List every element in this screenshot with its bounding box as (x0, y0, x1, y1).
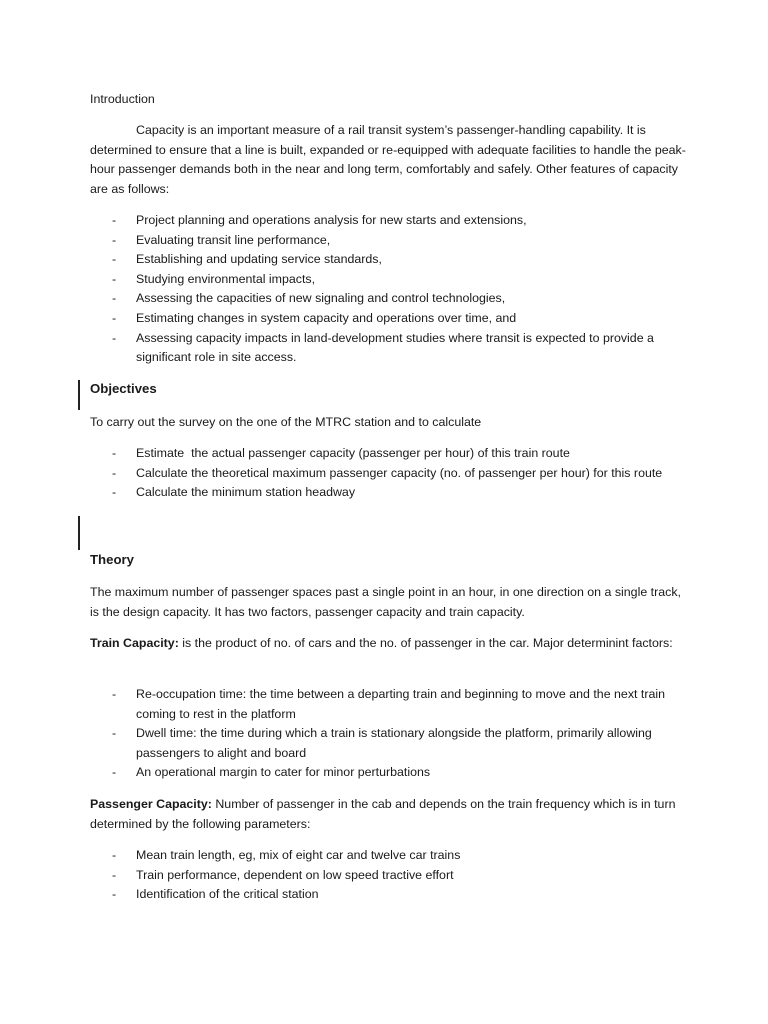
list-item: - Estimating changes in system capacity and operations over time, and (90, 309, 690, 329)
objectives-paragraph: To carry out the survey on the one of the MTRC station and to calculate (90, 415, 482, 429)
bullet-dash: - (112, 291, 117, 306)
bullet-dash: - (112, 485, 117, 500)
objectives-list (90, 444, 690, 503)
list-item: - Mean train length, eg, mix of eight car and twelve car trains (90, 846, 690, 866)
list-item: - Assessing capacity impacts in land-development studies where transit is expected to provide a significant role in site access. (112, 330, 654, 365)
list-item: - Dwell time: the time during which a train is stationary alongside the platform, primarily allowing passengers to alight and board (112, 726, 652, 760)
margin-change-bar (78, 380, 80, 410)
bullet-dash: - (112, 887, 117, 902)
train-capacity-paragraph: Train Capacity: is the product of no. of cars and the no. of passenger in the car. Major determinint factors: (90, 636, 673, 650)
list-item: - Assessing the capacities of new signaling and control technologies, (90, 289, 690, 309)
bullet-dash: - (112, 310, 117, 325)
introduction-paragraph: Capacity is an important measure of a rail transit system’s passenger-handling capability. It is determined to ensure that a line is built, expanded or re-equipped with adequate facilities to handle the peak-hour passenger demands both in the near and long term, comfortably and safely. Other features of capacity are as follows: (90, 123, 686, 196)
list-item: - Project planning and operations analysis for new starts and extensions, (90, 211, 690, 231)
theory-heading: Theory (90, 552, 134, 567)
theory-paragraph: The maximum number of passenger spaces past a single point in an hour, in one direction on a single track, is the design capacity. It has two factors, passenger capacity and train capacity. (90, 585, 681, 619)
introduction-list (90, 211, 690, 368)
passenger-capacity-list (90, 846, 690, 905)
list-item: - Studying environmental impacts, (90, 270, 690, 290)
bullet-dash: - (112, 271, 117, 286)
list-item: - Calculate the theoretical maximum passenger capacity (no. of passenger per hour) for this route (90, 464, 690, 484)
objectives-heading: Objectives (90, 381, 157, 396)
list-item: - Train performance, dependent on low speed tractive effort (90, 866, 690, 886)
passenger-capacity-label: Passenger Capacity: (90, 797, 212, 811)
list-item: - Establishing and updating service standards, (90, 250, 690, 270)
list-item: - Evaluating transit line performance, (90, 231, 690, 251)
train-capacity-list (90, 685, 690, 783)
list-item: - Estimate the actual passenger capacity (passenger per hour) of this train route (90, 444, 690, 464)
passenger-capacity-paragraph: Passenger Capacity: Number of passenger in the cab and depends on the train frequency which is in turn determined by the following parameters: (90, 797, 676, 831)
bullet-dash: - (112, 232, 117, 247)
train-capacity-label: Train Capacity: (90, 636, 179, 650)
bullet-dash: - (112, 446, 117, 460)
introduction-heading: Introduction (90, 92, 155, 106)
list-item: - An operational margin to cater for minor perturbations (90, 763, 690, 783)
bullet-dash: - (112, 867, 117, 882)
bullet-dash: - (112, 465, 117, 480)
bullet-dash: - (112, 848, 117, 862)
bullet-dash: - (112, 687, 117, 701)
list-item: - Calculate the minimum station headway (90, 483, 690, 503)
bullet-dash: - (112, 252, 117, 267)
list-item: - Identification of the critical station (90, 885, 690, 905)
bullet-dash: - (112, 726, 117, 741)
list-item: - Re-occupation time: the time between a departing train and beginning to move and the next train coming to rest in the platform (112, 687, 665, 721)
margin-change-bar (78, 516, 80, 550)
bullet-dash: - (112, 213, 117, 227)
bullet-dash: - (112, 330, 117, 345)
bullet-dash: - (112, 765, 117, 780)
